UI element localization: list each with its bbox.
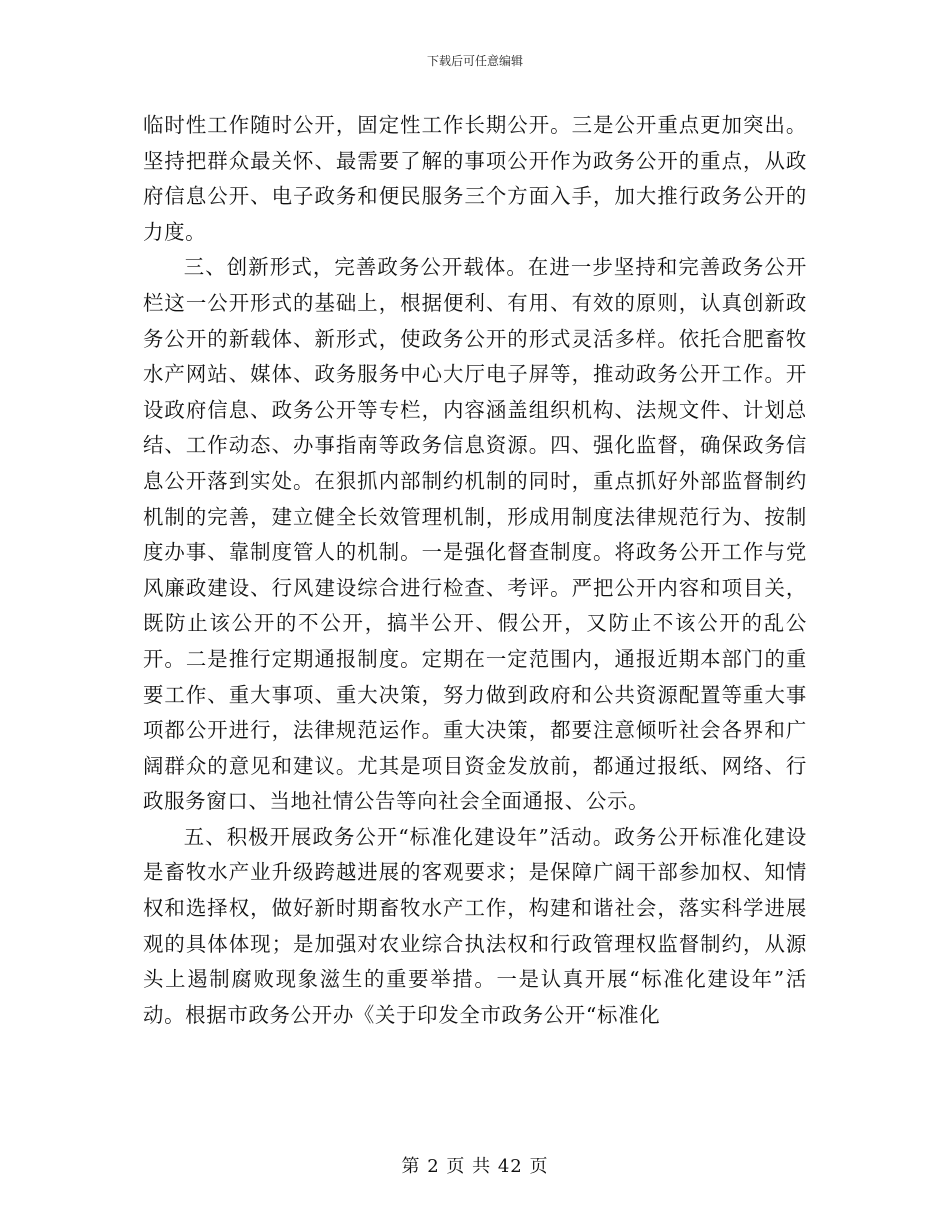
- paragraph: 五、积极开展政务公开“标准化建设年”活动。政务公开标准化建设是畜牧水产业升级跨越进展的客观要求；是保障广阔干部参加权、知情权和选择权，做好新时期畜牧水产工作，构建和谐社会，落实科学进展观的具体体现；是加强对农业综合执法权和行政管理权监督制约，从源头上遏制腐败现象滋生的重要举措。一是认真开展“标准化建设年”活动。根据市政务公开办《关于印发全市政务公开“标准化: [143, 824, 807, 1027]
- paragraph: 临时性工作随时公开，固定性工作长期公开。三是公开重点更加突出。坚持把群众最关怀、最需要了解的事项公开作为政务公开的重点，从政府信息公开、电子政务和便民服务三个方面入手，加大推行政务公开的力度。: [143, 113, 807, 244]
- page-header: 下载后可任意编辑: [426, 54, 523, 68]
- document-body: [143, 108, 807, 1033]
- page-footer: 第 2 页 共 42 页: [401, 1156, 549, 1177]
- paragraph: 三、创新形式，完善政务公开载体。在进一步坚持和完善政务公开栏这一公开形式的基础上，根据便利、有用、有效的原则，认真创新政务公开的新载体、新形式，使政务公开的形式灵活多样。依托合肥畜牧水产网站、媒体、政务服务中心大厅电子屏等，推动政务公开工作。开设政府信息、政务公开等专栏，内容涵盖组织机构、法规文件、计划总结、工作动态、办事指南等政务信息资源。四、强化监督，确保政务信息公开落到实处。在狠抓内部制约机制的同时，重点抓好外部监督制约机制的完善，建立健全长效管理机制，形成用制度法律规范行为、按制度办事、靠制度管人的机制。一是强化督查制度。将政务公开工作与党风廉政建设、行风建设综合进行检查、考评。严把公开内容和项目关，既防止该公开的不公开，搞半公开、假公开，又防止不该公开的乱公开。二是推行定期通报制度。定期在一定范围内，通报近期本部门的重要工作、重大事项、重大决策，努力做到政府和公共资源配置等重大事项都公开进行，法律规范运作。重大决策，都要注意倾听社会各界和广阔群众的意见和建议。尤其是项目资金发放前，都通过报纸、网络、行政服务窗口、当地社情公告等向社会全面通报、公示。: [143, 255, 807, 814]
